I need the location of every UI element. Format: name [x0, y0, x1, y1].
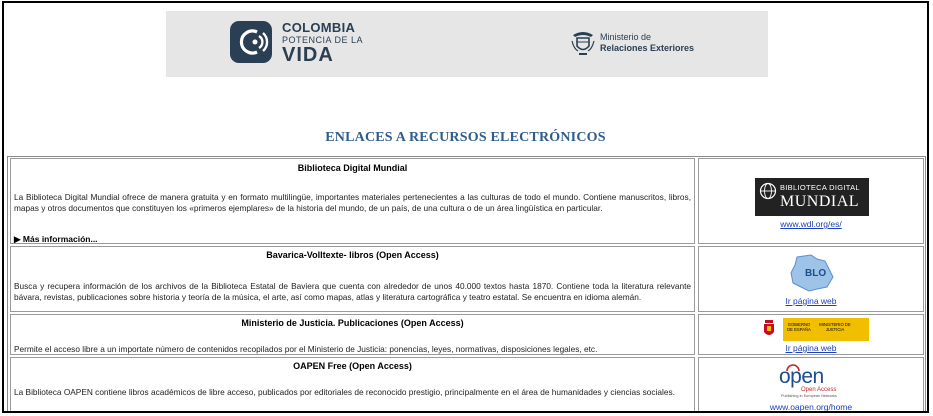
oapen-logo[interactable] — [775, 360, 851, 400]
resource-link-cell — [698, 246, 924, 312]
wdl-logo-line-2: MUNDIAL — [780, 193, 860, 210]
resource-title: OAPEN Free (Open Access) — [293, 361, 412, 371]
table-row — [9, 356, 924, 413]
gov-line-3: VIDA — [282, 44, 334, 66]
resource-description-cell — [10, 158, 695, 244]
wdl-logo-line-1: BIBLIOTECA DIGITAL — [780, 183, 860, 192]
ministerio-justicia-logo[interactable] — [755, 318, 869, 341]
resource-description: La Biblioteca Digital Mundial ofrece de manera gratuita y en formato multilingüe, importantes materiales pertenecientes a las culturas de todo el mundo. Contiene manuscritos, libros, mapas y otros documentos que constituyen los «primeros ejemplares» de la historia del mundo, de un país, de una cultura o de un área lingüística en particular. — [14, 192, 691, 213]
resource-title: Bavarica-Volltexte- libros (Open Access) — [266, 250, 439, 260]
page-frame — [2, 1, 929, 413]
gov-line-1: COLOMBIA — [282, 20, 356, 35]
table-row — [9, 245, 924, 313]
globe-icon — [759, 182, 777, 200]
resource-description: Permite el acceso libre a un importate número de contenidos recopilados por el Ministerio de Justicia: ponencias, leyes, normativas, disposiciones legales, etc. — [14, 344, 598, 354]
resource-link-cell — [698, 158, 924, 244]
ministry-line-1: Ministerio de — [600, 32, 652, 42]
resource-description-cell — [10, 246, 695, 312]
colombia-wave-icon — [230, 21, 272, 63]
page-title: ENLACES A RECURSOS ELECTRÓNICOS — [325, 130, 606, 145]
triangle-right-icon: ▶ — [14, 234, 21, 244]
wdl-link[interactable]: www.wdl.org/es/ — [780, 219, 842, 229]
justicia-logo-line-2: MINISTERIO DE JUSTICIA — [819, 322, 851, 332]
table-row — [9, 313, 924, 356]
coat-of-arms-icon — [570, 29, 596, 57]
oapen-link[interactable]: www.oapen.org/home — [769, 402, 853, 412]
resources-table — [7, 156, 926, 413]
resource-description-cell — [10, 314, 695, 355]
header-banner — [166, 11, 768, 77]
resource-description-cell — [10, 357, 695, 413]
resource-title: Ministerio de Justicia. Publicaciones (Open Access) — [241, 318, 464, 328]
wdl-logo[interactable] — [755, 178, 869, 216]
oapen-logo-sub-2: Publishing in European Networks — [781, 394, 837, 398]
oapen-logo-main: open — [779, 365, 824, 388]
spain-shield-icon — [762, 320, 776, 339]
blo-logo-text: BLO — [805, 268, 827, 279]
more-info-link[interactable] — [14, 234, 98, 244]
ministry-line-2: Relaciones Exteriores — [600, 43, 695, 53]
table-row — [9, 157, 924, 245]
oapen-logo-sub-1: Open Access — [801, 387, 837, 393]
resource-title: Biblioteca Digital Mundial — [297, 163, 408, 173]
gov-line-2: POTENCIA DE LA — [282, 35, 364, 45]
more-info-label: Más información... — [22, 234, 98, 244]
justicia-logo-line-1: GOBIERNO DE ESPAÑA — [787, 322, 811, 332]
spain-shield-area — [755, 318, 783, 341]
justicia-link[interactable]: Ir página web — [785, 343, 837, 353]
resource-link-cell — [698, 357, 924, 413]
resource-description: Busca y recupera información de los archivos de la Biblioteca Estatal de Baviera que cuenta con alrededor de unos 40.000 textos hasta 1870. Contiene toda la literatura relevante bávara, revistas, publicaciones sobre historia y teoría de la música, el arte, así como mapas, atlas y literatura cartográfica y teatro estatal. Se encuentra en idioma alemán. — [14, 281, 691, 302]
blo-logo[interactable] — [787, 253, 835, 293]
bavarica-link[interactable]: Ir página web — [785, 296, 837, 306]
resource-description: La Biblioteca OAPEN contiene libros académicos de libre acceso, publicados por editoriales de reconocido prestigio, principalmente en el área de humanidades y ciencias sociales. — [14, 387, 675, 397]
colombia-potencia-de-la-vida-logo[interactable] — [230, 21, 430, 67]
resource-link-cell — [698, 314, 924, 355]
ministry-logo[interactable] — [570, 29, 750, 59]
